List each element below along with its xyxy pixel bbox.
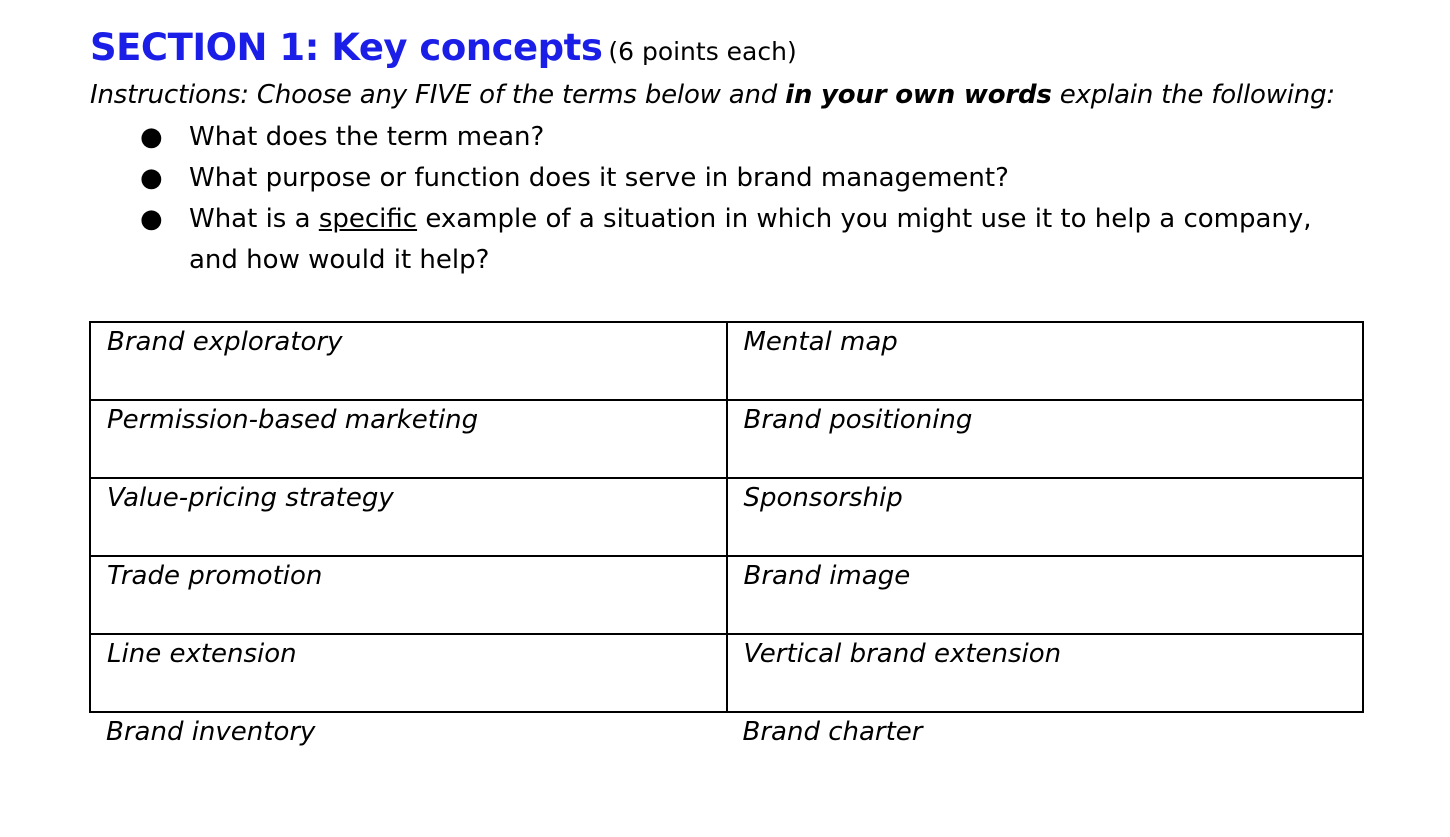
table-row bbox=[90, 322, 1363, 400]
term-cell: Brand exploratory bbox=[90, 322, 727, 400]
term-cell: Brand charter bbox=[727, 712, 1364, 790]
term-cell: Brand inventory bbox=[90, 712, 727, 790]
question-purpose: What purpose or function does it serve in brand management? bbox=[189, 163, 1009, 193]
term-cell: Permission-based marketing bbox=[90, 400, 727, 478]
bullet-icon: ● bbox=[140, 204, 163, 234]
points-note: (6 points each) bbox=[608, 37, 797, 66]
instructions-emphasis: in your own words bbox=[785, 80, 1052, 110]
instructions-prefix: Instructions: Choose any FIVE of the terms below and bbox=[90, 80, 786, 110]
term-cell: Sponsorship bbox=[727, 478, 1364, 556]
term-cell: Vertical brand extension bbox=[727, 634, 1364, 712]
question-example-prefix: What is a bbox=[189, 204, 319, 234]
terms-table bbox=[89, 321, 1364, 790]
bullet-icon: ● bbox=[140, 122, 163, 152]
table-row bbox=[90, 634, 1363, 712]
bullet-icon: ● bbox=[140, 163, 163, 193]
term-cell: Mental map bbox=[727, 322, 1364, 400]
section-heading bbox=[90, 26, 797, 69]
list-item bbox=[0, 158, 1339, 199]
term-cell: Brand image bbox=[727, 556, 1364, 634]
term-cell: Value-pricing strategy bbox=[90, 478, 727, 556]
term-cell: Line extension bbox=[90, 634, 727, 712]
term-cell: Brand positioning bbox=[727, 400, 1364, 478]
table-row bbox=[90, 400, 1363, 478]
table-row bbox=[90, 478, 1363, 556]
table-row bbox=[90, 712, 1363, 790]
question-meaning: What does the term mean? bbox=[189, 122, 545, 152]
table-row bbox=[90, 556, 1363, 634]
instructions-suffix: explain the following: bbox=[1051, 80, 1335, 110]
list-item bbox=[0, 199, 1339, 281]
term-cell: Trade promotion bbox=[90, 556, 727, 634]
instructions-text bbox=[90, 80, 1335, 110]
section-title: SECTION 1: Key concepts bbox=[90, 26, 603, 69]
question-example-suffix: example of a situation in which you might use it to help a company, and how would it help? bbox=[189, 204, 1312, 275]
question-example-underlined: specific bbox=[318, 204, 418, 234]
question-list bbox=[0, 117, 1450, 281]
list-item bbox=[0, 117, 1339, 158]
